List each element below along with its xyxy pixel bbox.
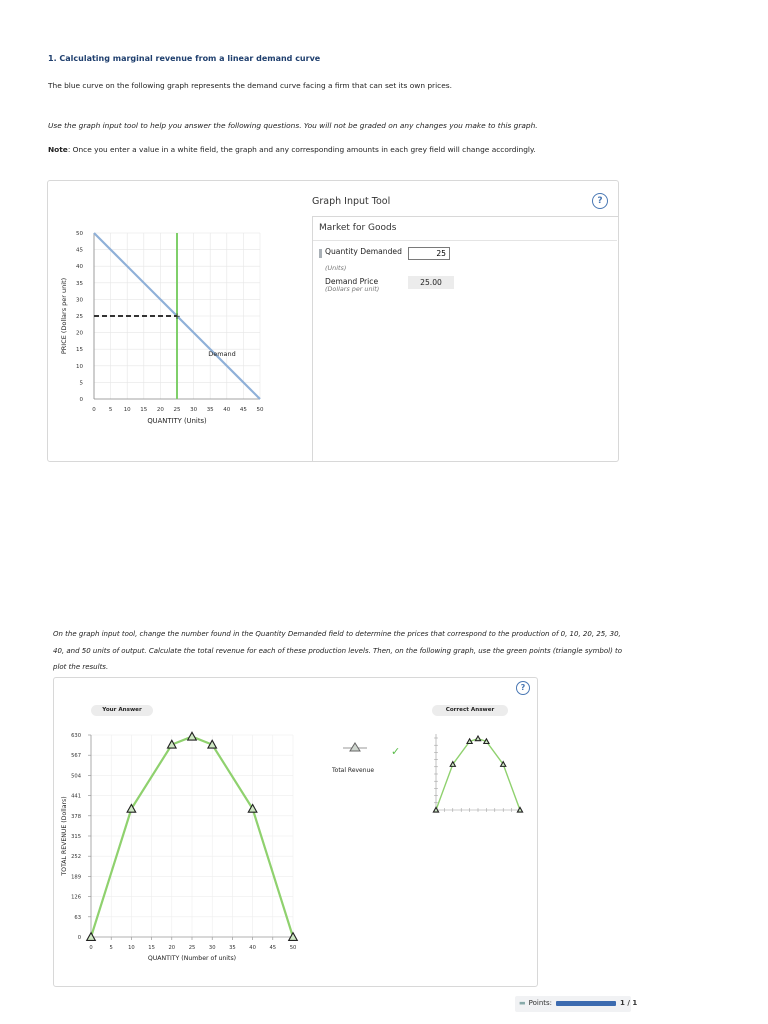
demand-price-value: 25.00	[408, 276, 454, 289]
x-tick-label: 40	[249, 945, 256, 951]
y-axis-title: TOTAL REVENUE (Dollars)	[61, 796, 68, 876]
y-tick-label: 504	[71, 773, 81, 780]
y-tick-label: 40	[76, 264, 83, 271]
y-axis-title: PRICE (Dollars per unit)	[60, 277, 68, 355]
y-tick-label: 567	[71, 753, 81, 760]
total-revenue-point	[289, 933, 298, 941]
demand-price-unit: (Dollars per unit)	[325, 285, 380, 293]
y-tick-label: 126	[71, 894, 81, 901]
x-tick-label: 20	[156, 407, 164, 413]
checkmark-icon: ✓	[391, 745, 401, 758]
graph-input-tool-title: Graph Input Tool	[312, 196, 391, 207]
correct-answer-header: Correct Answer	[432, 705, 508, 716]
y-tick-label: 15	[76, 347, 83, 354]
y-tick-label: 63	[74, 914, 81, 921]
selected-point: +	[173, 312, 181, 322]
y-tick-label: 630	[71, 733, 81, 739]
x-axis-title: QUANTITY (Units)	[147, 417, 207, 425]
y-tick-label: 20	[76, 330, 83, 337]
note-label: Note	[48, 145, 68, 154]
question-intro: The blue curve on the following graph represents the demand curve facing a firm that can set its own prices.	[48, 81, 452, 90]
quantity-marker-icon	[319, 249, 322, 258]
help-icon[interactable]: ?	[592, 193, 608, 209]
total-revenue-point	[87, 933, 96, 941]
points-score: 1 / 1	[620, 999, 638, 1007]
y-tick-label: 25	[76, 314, 83, 320]
triangle-tool-icon[interactable]	[340, 740, 370, 756]
total-revenue-point	[188, 732, 197, 740]
correct-revenue-point	[433, 807, 438, 812]
points-progress-bar	[556, 1001, 616, 1006]
correct-revenue-point	[467, 739, 472, 744]
x-tick-label: 25	[188, 945, 196, 951]
x-tick-label: 20	[168, 945, 176, 951]
y-tick-label: 441	[71, 793, 81, 800]
x-axis-title: QUANTITY (Number of units)	[147, 955, 237, 962]
x-tick-label: 50	[289, 945, 297, 951]
your-answer-header: Your Answer	[91, 705, 153, 716]
points-indicator	[519, 999, 637, 1007]
x-tick-label: 5	[109, 945, 113, 951]
help-icon-2[interactable]: ?	[516, 681, 530, 695]
y-tick-label: 189	[71, 874, 81, 881]
x-tick-label: 30	[190, 407, 198, 413]
question-title: 1. Calculating marginal revenue from a linear demand curve	[48, 54, 321, 63]
y-tick-label: 315	[71, 834, 81, 840]
market-label: Market for Goods	[319, 223, 397, 233]
demand-label: Demand	[208, 349, 236, 358]
demand-price-label: Demand Price	[325, 277, 379, 286]
x-tick-label: 50	[256, 407, 264, 413]
y-tick-label: 10	[76, 363, 83, 370]
y-tick-label: 45	[76, 247, 83, 254]
points-icon: ▬	[519, 999, 526, 1007]
divider	[313, 240, 617, 241]
y-tick-label: 0	[79, 397, 83, 403]
x-tick-label: 45	[239, 407, 247, 413]
x-tick-label: 35	[206, 407, 214, 413]
demand-chart[interactable]	[48, 222, 308, 432]
x-tick-label: 0	[92, 407, 96, 413]
quantity-demanded-unit: (Units)	[325, 264, 347, 272]
x-tick-label: 10	[128, 945, 135, 951]
y-tick-label: 50	[76, 231, 83, 237]
x-tick-label: 0	[89, 945, 93, 951]
x-tick-label: 15	[140, 407, 148, 413]
x-tick-label: 15	[148, 945, 155, 951]
y-tick-label: 0	[77, 935, 81, 941]
correct-revenue-point	[484, 739, 489, 744]
quantity-demanded-input[interactable]	[408, 247, 450, 260]
total-revenue-chart[interactable]	[54, 722, 304, 970]
correct-revenue-line	[436, 739, 520, 810]
note-paragraph	[48, 145, 536, 154]
total-revenue-legend-label: Total Revenue	[332, 767, 375, 774]
correct-revenue-point	[517, 807, 522, 812]
graph-tool-instruction: Use the graph input tool to help you answer the following questions. You will not be graded on any changes you make to this graph.	[48, 121, 538, 130]
y-tick-label: 252	[71, 854, 81, 861]
x-tick-label: 25	[173, 407, 181, 413]
y-tick-label: 378	[71, 813, 81, 820]
points-label: Points:	[528, 999, 553, 1007]
x-tick-label: 45	[269, 945, 277, 951]
y-tick-label: 35	[76, 280, 83, 287]
quantity-demanded-label: Quantity Demanded	[325, 247, 402, 256]
correct-answer-chart	[430, 728, 526, 818]
y-tick-label: 5	[79, 380, 83, 387]
x-tick-label: 30	[208, 945, 216, 951]
x-tick-label: 40	[223, 407, 231, 413]
y-tick-label: 30	[76, 297, 83, 304]
note-text: : Once you enter a value in a white field, the graph and any corresponding amounts in each grey field will change accordingly.	[67, 145, 536, 154]
total-revenue-instruction: On the graph input tool, change the number found in the Quantity Demanded field to determine the prices that correspond to the production of 0, 10, 20, 25, 30, 40, and 50 units of output. Calculate the total revenue for each of these production levels. Then, on the following graph, use the green points (triangle symbol) to plot the results.	[53, 630, 623, 671]
correct-revenue-point	[475, 736, 480, 741]
x-tick-label: 5	[108, 407, 113, 413]
x-tick-label: 10	[123, 407, 131, 413]
x-tick-label: 35	[229, 945, 236, 951]
